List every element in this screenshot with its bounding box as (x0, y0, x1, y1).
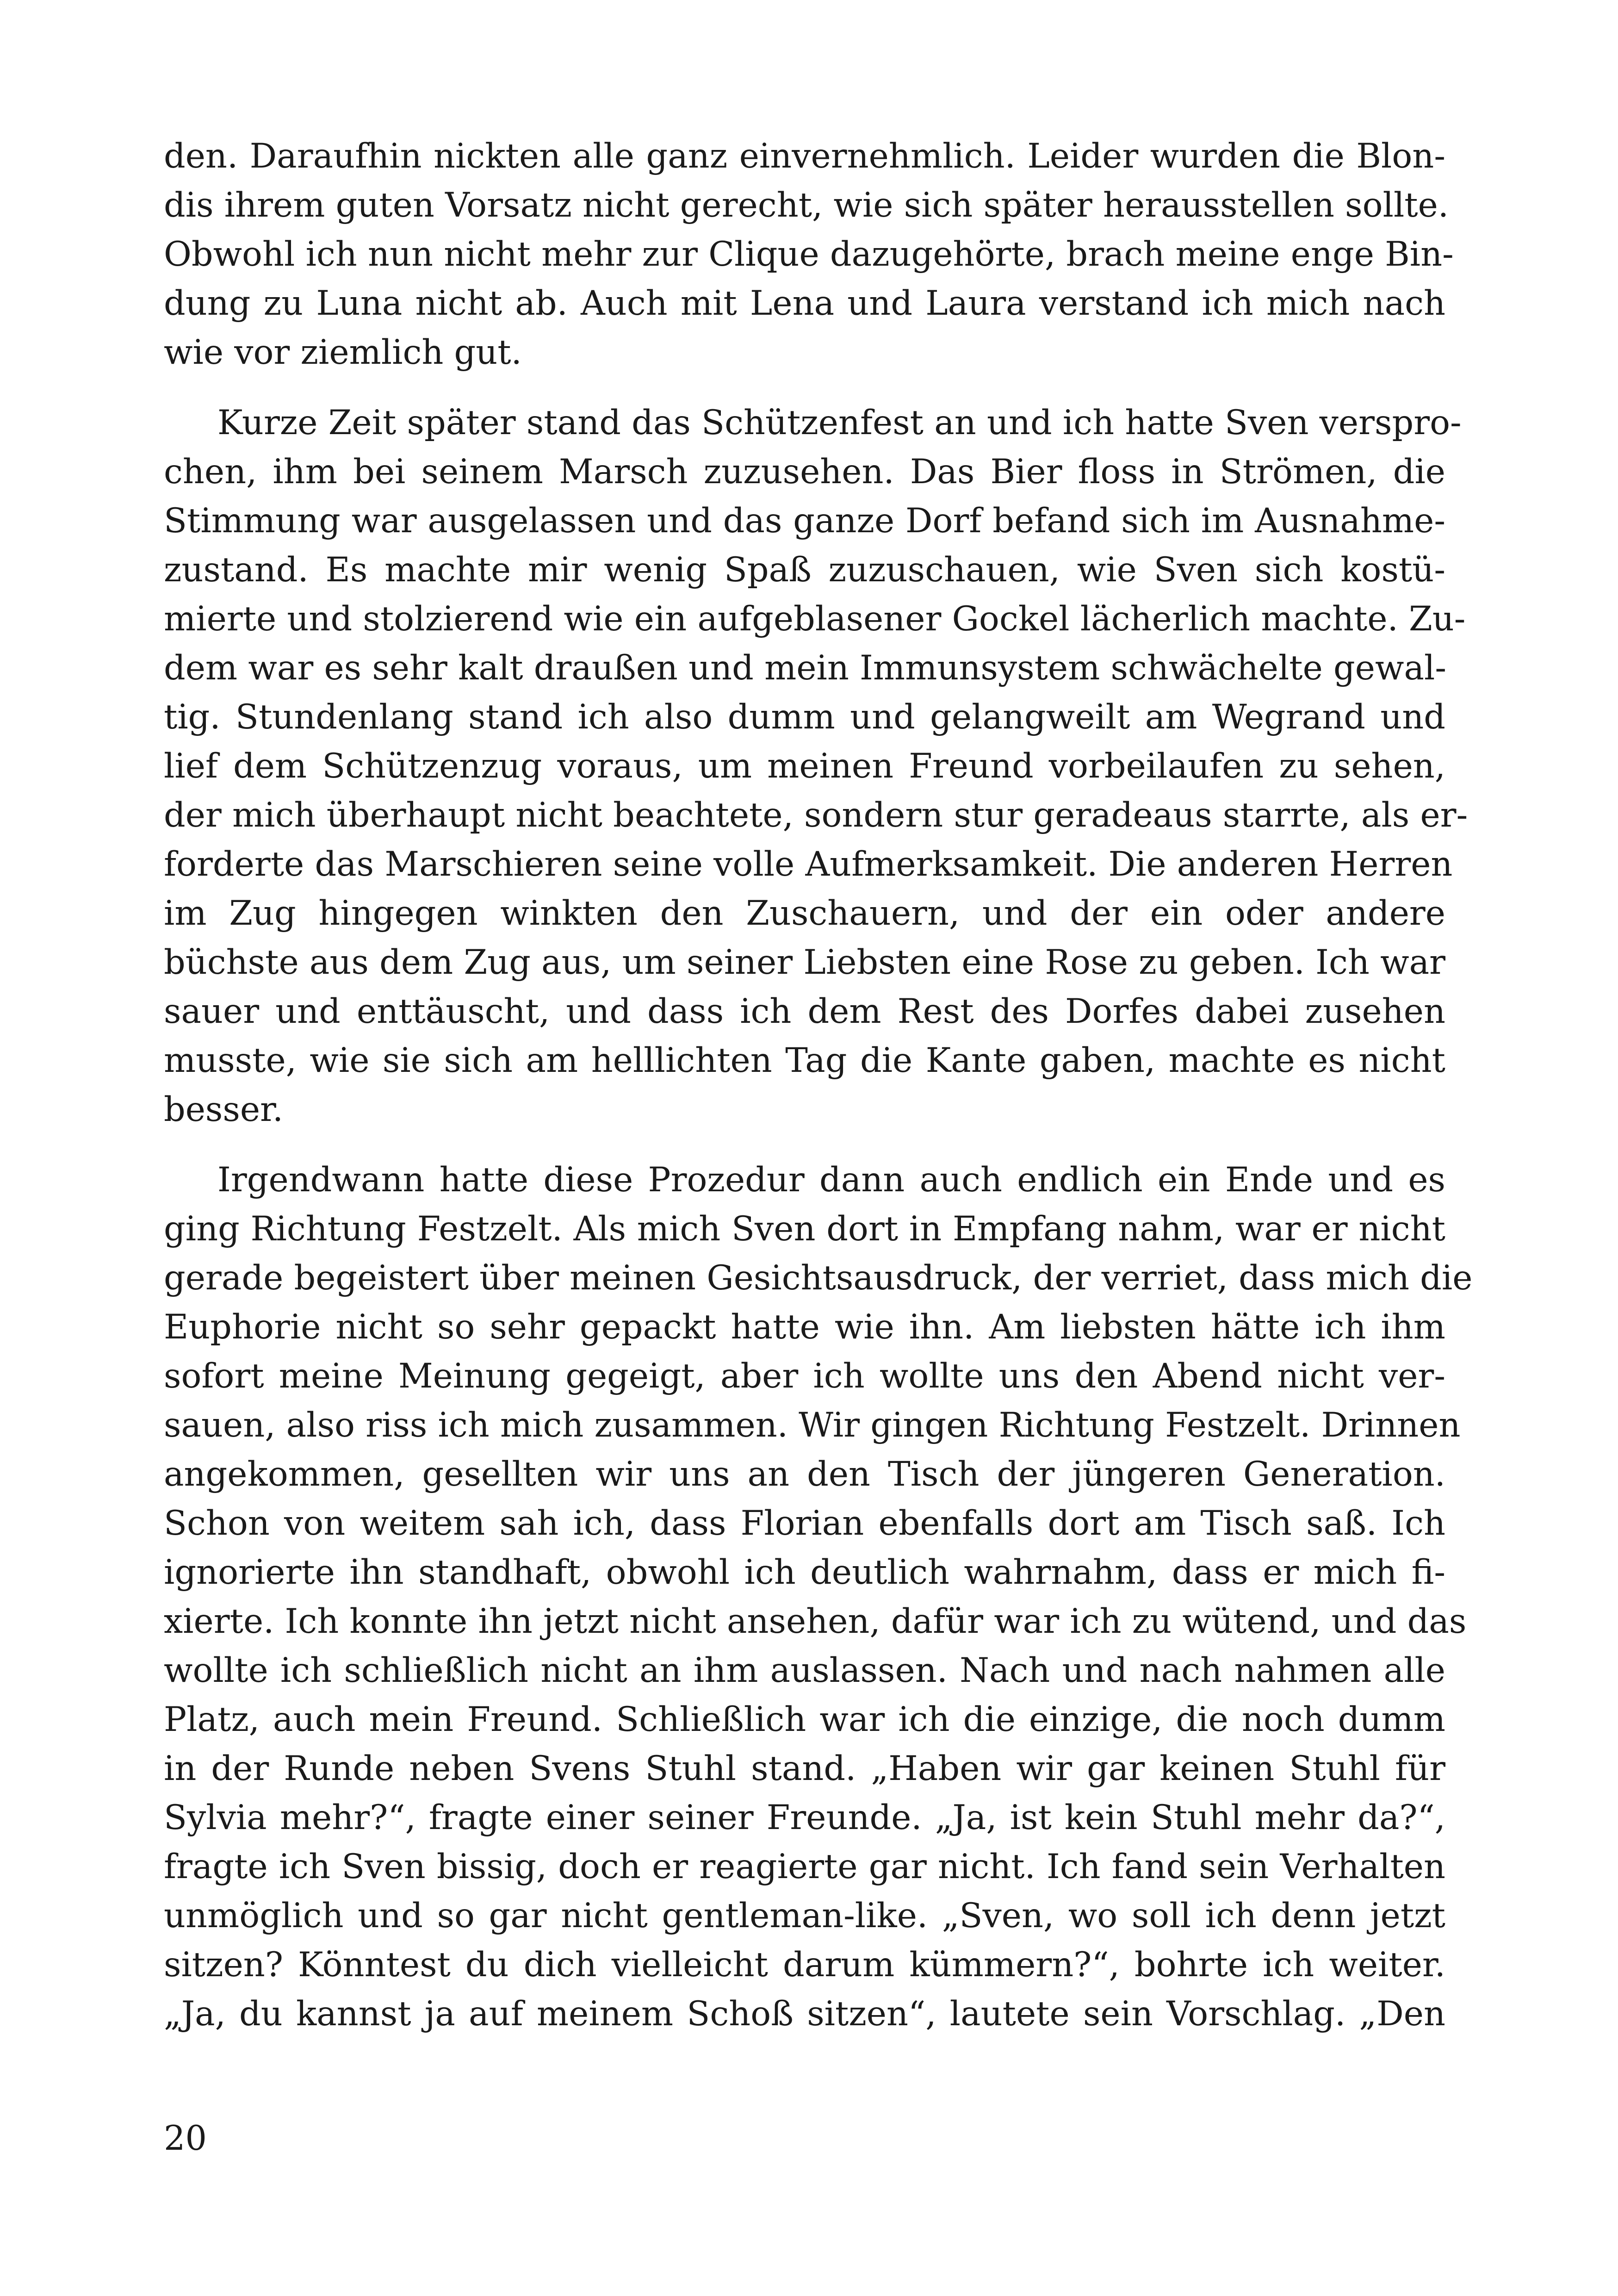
paragraph-2 (164, 398, 1468, 1134)
text-line: Schon von weitem sah ich, dass Florian ebenfalls dort am Tisch saß. Ich (164, 1504, 1445, 1543)
text-line: musste, wie sie sich am helllichten Tag die Kante gaben, machte es nicht (164, 1041, 1445, 1080)
text-line: büchste aus dem Zug aus, um seiner Liebsten eine Rose zu geben. Ich war (164, 943, 1445, 982)
text-line: mierte und stolzierend wie ein aufgeblasener Gockel lächerlich machte. Zu- (164, 599, 1466, 639)
paragraph-spacing (164, 1134, 1445, 1156)
text-line: dem war es sehr kalt draußen und mein Immunsystem schwächelte gewal- (164, 648, 1447, 688)
text-line: besser. (164, 1090, 284, 1129)
text-line: tig. Stundenlang stand ich also dumm und gelangweilt am Wegrand und (164, 697, 1445, 737)
text-line: wie vor ziemlich gut. (164, 333, 522, 372)
text-line: Sylvia mehr?“, fragte einer seiner Freunde. „Ja, ist kein Stuhl mehr da?“, (164, 1798, 1445, 1837)
text-line: ging Richtung Festzelt. Als mich Sven dort in Empfang nahm, war er nicht (164, 1209, 1445, 1249)
text-line: Obwohl ich nun nicht mehr zur Clique dazugehörte, brach meine enge Bin- (164, 235, 1454, 274)
text-line: Kurze Zeit später stand das Schützenfest an und ich hatte Sven verspro- (217, 403, 1462, 442)
text-line: Irgendwann hatte diese Prozedur dann auch endlich ein Ende und es (217, 1160, 1445, 1200)
text-line: ignorierte ihn standhaft, obwohl ich deutlich wahrnahm, dass er mich fi- (164, 1553, 1445, 1592)
text-line: zustand. Es machte mir wenig Spaß zuzuschauen, wie Sven sich kostü- (164, 550, 1445, 590)
text-line: lief dem Schützenzug voraus, um meinen Freund vorbeilaufen zu sehen, (164, 747, 1445, 786)
text-line: den. Daraufhin nickten alle ganz einvernehmlich. Leider wurden die Blon- (164, 137, 1445, 176)
text-line: im Zug hingegen winkten den Zuschauern, und der ein oder andere (164, 894, 1445, 933)
text-line: chen, ihm bei seinem Marsch zuzusehen. Das Bier floss in Strömen, die (164, 452, 1445, 492)
text-line: „Ja, du kannst ja auf meinem Schoß sitzen“, lautete sein Vorschlag. „Den (164, 1994, 1445, 2034)
text-line: sauer und enttäuscht, und dass ich dem Rest des Dorfes dabei zusehen (164, 992, 1445, 1031)
text-line: unmöglich und so gar nicht gentleman-like. „Sven, wo soll ich denn jetzt (164, 1896, 1445, 1935)
text-line: xierte. Ich konnte ihn jetzt nicht ansehen, dafür war ich zu wütend, und das (164, 1602, 1467, 1641)
text-line: angekommen, gesellten wir uns an den Tisch der jüngeren Generation. (164, 1455, 1445, 1494)
page-number: 20 (164, 2119, 207, 2158)
text-line: Stimmung war ausgelassen und das ganze Dorf befand sich im Ausnahme- (164, 501, 1445, 541)
text-line: Platz, auch mein Freund. Schließlich war ich die einzige, die noch dumm (164, 1700, 1445, 1739)
text-line: sofort meine Meinung gegeigt, aber ich wollte uns den Abend nicht ver- (164, 1356, 1445, 1396)
text-line: Euphorie nicht so sehr gepackt hatte wie ihn. Am liebsten hätte ich ihm (164, 1307, 1445, 1347)
text-line: dis ihrem guten Vorsatz nicht gerecht, wie sich später herausstellen sollte. (164, 186, 1449, 225)
text-line: sauen, also riss ich mich zusammen. Wir gingen Richtung Festzelt. Drinnen (164, 1406, 1461, 1445)
text-line: sitzen? Könntest du dich vielleicht darum kümmern?“, bohrte ich weiter. (164, 1945, 1445, 1985)
text-line: fragte ich Sven bissig, doch er reagierte gar nicht. Ich fand sein Verhalten (164, 1847, 1445, 1886)
text-line: gerade begeistert über meinen Gesichtsausdruck, der verriet, dass mich die (164, 1258, 1473, 1298)
text-line: forderte das Marschieren seine volle Aufmerksamkeit. Die anderen Herren (164, 845, 1453, 884)
paragraph-3 (164, 1156, 1473, 2039)
body-text (164, 132, 1473, 2039)
text-line: der mich überhaupt nicht beachtete, sondern stur geradeaus starrte, als er- (164, 796, 1468, 835)
paragraph-spacing (164, 377, 1445, 398)
text-line: wollte ich schließlich nicht an ihm auslassen. Nach und nach nahmen alle (164, 1651, 1445, 1690)
text-line: dung zu Luna nicht ab. Auch mit Lena und Laura verstand ich mich nach (164, 284, 1445, 323)
text-line: in der Runde neben Svens Stuhl stand. „Haben wir gar keinen Stuhl für (164, 1749, 1445, 1788)
paragraph-1 (164, 132, 1454, 377)
